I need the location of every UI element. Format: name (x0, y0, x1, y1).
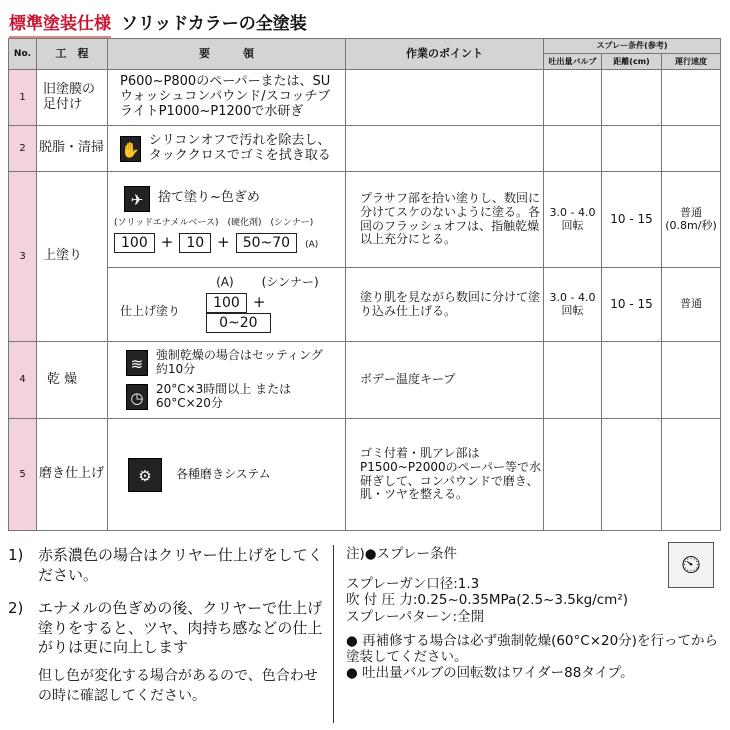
row-distance: 10 - 15 (602, 172, 662, 268)
row-distance: 10 - 15 (602, 268, 662, 342)
mix-mark: (A) (305, 240, 319, 251)
row-step: 脱脂・清掃 (37, 126, 108, 172)
spray-pattern: スプレーパターン:全開 (346, 608, 485, 625)
row-step: 乾 燥 (37, 342, 108, 419)
header-speed: 運行速度 (662, 54, 721, 70)
header-point: 作業のポイント (346, 39, 544, 70)
spray-pressure: 吹 付 圧 力:0.25~0.35MPa(2.5~3.5kg/cm²) (346, 592, 629, 609)
plus: + (160, 233, 174, 252)
notes-left (8, 546, 328, 706)
mix-hardener: 10 (179, 233, 211, 253)
table-row (9, 70, 721, 126)
label-a: (A) (216, 275, 234, 289)
row-step: 磨き仕上げ (37, 419, 108, 531)
row-point: ボデー温度キープ (346, 342, 544, 419)
header-spray: スプレー条件(参考) (544, 39, 721, 54)
spray-gun-gauge-icon: ⏲ (668, 542, 714, 588)
gun-bore: スプレーガン口径:1.3 (346, 576, 480, 593)
row-no: 1 (9, 70, 37, 126)
row-point: ゴミ付着・肌アレ部はP1500~P2000のペーパー等で水研ぎして、コンパウンドで磨き、肌・ツヤを整える。 (346, 419, 544, 531)
bullet-note: ● 再補修する場合は必ず強制乾燥(60°C×20分)を行ってから塗装してください。 (346, 632, 718, 665)
note-text: 赤系濃色の場合はクリヤー仕上げをしてください。 (38, 546, 323, 584)
mix-labels: (ソリッドエナメルベース) (硬化剤) (シンナー) (114, 217, 314, 228)
note-number: 2) (8, 599, 24, 617)
header-method: 要 領 (108, 39, 346, 70)
row-step: 旧塗膜の足付け (37, 70, 108, 126)
row-no: 3 (9, 172, 37, 342)
note-extra: 但し色が変化する場合があるので、色合わせの時に確認してください。 (38, 667, 318, 704)
table-row (9, 126, 721, 172)
row-method: 各種磨きシステム (176, 466, 271, 481)
clock-thermometer-icon: ◷ (126, 384, 148, 410)
spray-gun-icon: ✈ (124, 186, 150, 212)
row-method: P600~P800のペーパーまたは、SUウォッシュコンパウンド/スコッチブライトP1000~P1200で水研ぎ (108, 70, 346, 126)
row-no: 2 (9, 126, 37, 172)
page-title (9, 9, 307, 34)
table-row (9, 172, 721, 268)
bullet-note: ● 吐出量バルブの回転数はワイダー88タイプ。 (346, 665, 634, 682)
title-main: ソリッドカラーの全塗装 (121, 14, 307, 34)
note-number: 1) (8, 546, 24, 564)
row-speed: 普通 (662, 268, 721, 342)
table-row (9, 419, 721, 531)
sub-title: 捨て塗り~色ぎめ (158, 190, 260, 206)
label-thinner: (シンナー) (261, 275, 319, 289)
title-red: 標準塗装仕様 (9, 14, 111, 38)
row-speed-detail: (0.8m/秒) (665, 218, 717, 232)
row-speed: 普通 (680, 205, 702, 219)
plus: + (252, 292, 266, 311)
row-no: 5 (9, 419, 37, 531)
row-step: 上塗り (37, 172, 108, 342)
polisher-icon: ⚙ (128, 458, 162, 492)
header-no: No. (9, 39, 37, 70)
row-no: 4 (9, 342, 37, 419)
header-valve: 吐出量バルブ (544, 54, 602, 70)
wipe-hand-icon: ✋ (120, 136, 141, 162)
plus: + (217, 233, 230, 252)
row-point: 塗り肌を見ながら数回に分けて塗り込み仕上げる。 (346, 268, 544, 342)
sub-title: 仕上げ塗り (120, 304, 181, 319)
row-valve: 3.0 - 4.0 回転 (544, 172, 602, 268)
row-method: 強制乾燥の場合はセッティング約10分 (155, 348, 323, 377)
row-point: プラサフ部を拾い塗りし、数回に分けてスケのないように塗る。各回のフラッシュオフは、指触乾燥以上充分にとる。 (346, 172, 544, 268)
divider (333, 545, 334, 723)
spec-table (8, 38, 721, 531)
spray-conditions-heading: 注)●スプレー条件 (346, 546, 458, 562)
mix-thinner: 50~70 (236, 233, 297, 253)
mix-thinner: 0~20 (206, 313, 270, 333)
header-step: 工 程 (37, 39, 108, 70)
header-distance: 距離(cm) (602, 54, 662, 70)
table-row (9, 268, 721, 342)
heat-dry-icon: ≋ (126, 350, 148, 376)
row-method: シリコンオフで汚れを除去し、タッククロスでゴミを拭き取る (148, 132, 331, 163)
row-valve: 3.0 - 4.0 回転 (544, 268, 602, 342)
table-row (9, 342, 721, 419)
row-method: 20°C×3時間以上 または 60°C×20分 (155, 382, 292, 410)
mix-base: 100 (114, 233, 155, 253)
mix-base: 100 (206, 293, 247, 313)
note-text: エナメルの色ぎめの後、クリヤーで仕上げ塗りをすると、ツヤ、肉持ち感などの仕上がりは更に向上します (38, 599, 323, 656)
